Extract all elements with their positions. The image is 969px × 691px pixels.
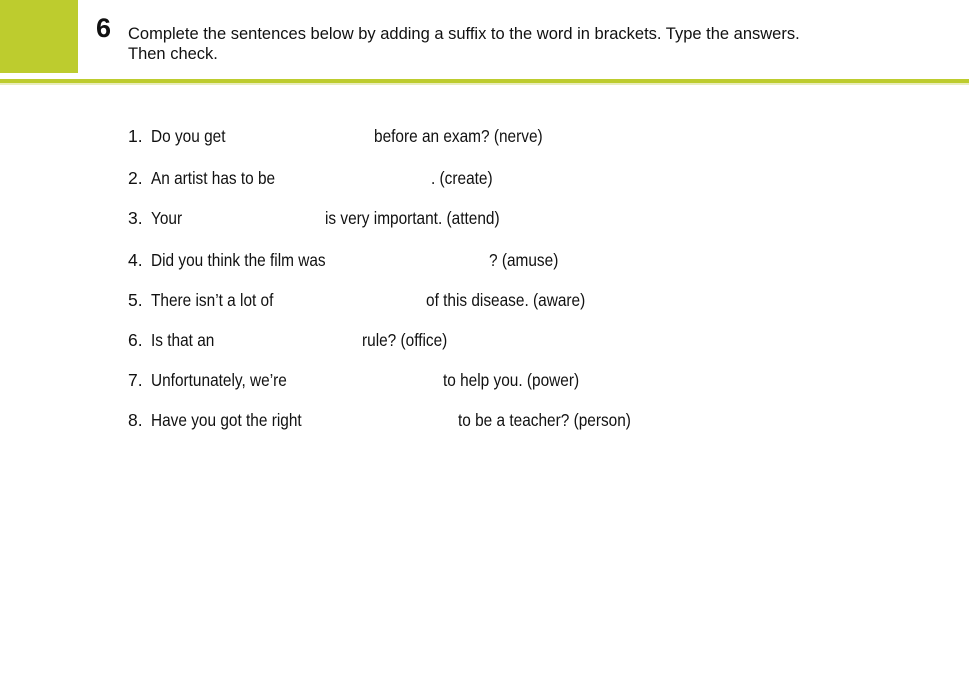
- answer-input-7[interactable]: [308, 368, 444, 390]
- question-text-before: Have you got the right: [151, 410, 302, 430]
- question-text-after: to help you. (power): [443, 370, 580, 390]
- question-number: 7.: [128, 370, 143, 390]
- question-number: 2.: [128, 168, 143, 188]
- answer-input-5[interactable]: [292, 288, 428, 310]
- question-text-before: Do you get: [151, 126, 226, 146]
- answer-input-1[interactable]: [240, 124, 376, 146]
- question-text-before: Your: [151, 208, 183, 228]
- question-text-after: . (create): [431, 168, 493, 188]
- question-text-after: is very important. (attend): [325, 208, 500, 228]
- question-number: 4.: [128, 250, 143, 270]
- question-text-before: Unfortunately, we’re: [151, 370, 287, 390]
- question-text-before: Is that an: [151, 330, 215, 350]
- question-text-before: An artist has to be: [151, 168, 276, 188]
- answer-input-3[interactable]: [190, 206, 326, 228]
- question-text-after: of this disease. (aware): [426, 290, 586, 310]
- question-number: 6.: [128, 330, 143, 350]
- question-number: 1.: [128, 126, 143, 146]
- answer-input-4[interactable]: [354, 248, 492, 270]
- instruction-line-2: Then check.: [128, 45, 218, 63]
- question-number: 5.: [128, 290, 143, 310]
- question-text-after: rule? (office): [362, 330, 448, 350]
- exercise-number: 6: [96, 13, 112, 43]
- answer-input-8[interactable]: [324, 408, 460, 430]
- question-text-after: ? (amuse): [489, 250, 559, 270]
- answer-input-2[interactable]: [296, 166, 430, 188]
- question-text-after: to be a teacher? (person): [458, 410, 631, 430]
- question-text-before: There isn’t a lot of: [151, 290, 274, 310]
- question-number: 3.: [128, 208, 143, 228]
- question-text-after: before an exam? (nerve): [374, 126, 543, 146]
- question-text-before: Did you think the film was: [151, 250, 326, 270]
- answer-input-6[interactable]: [228, 328, 364, 350]
- question-number: 8.: [128, 410, 143, 430]
- instruction-line-1: Complete the sentences below by adding a suffix to the word in brackets. Type the answers.: [128, 25, 800, 43]
